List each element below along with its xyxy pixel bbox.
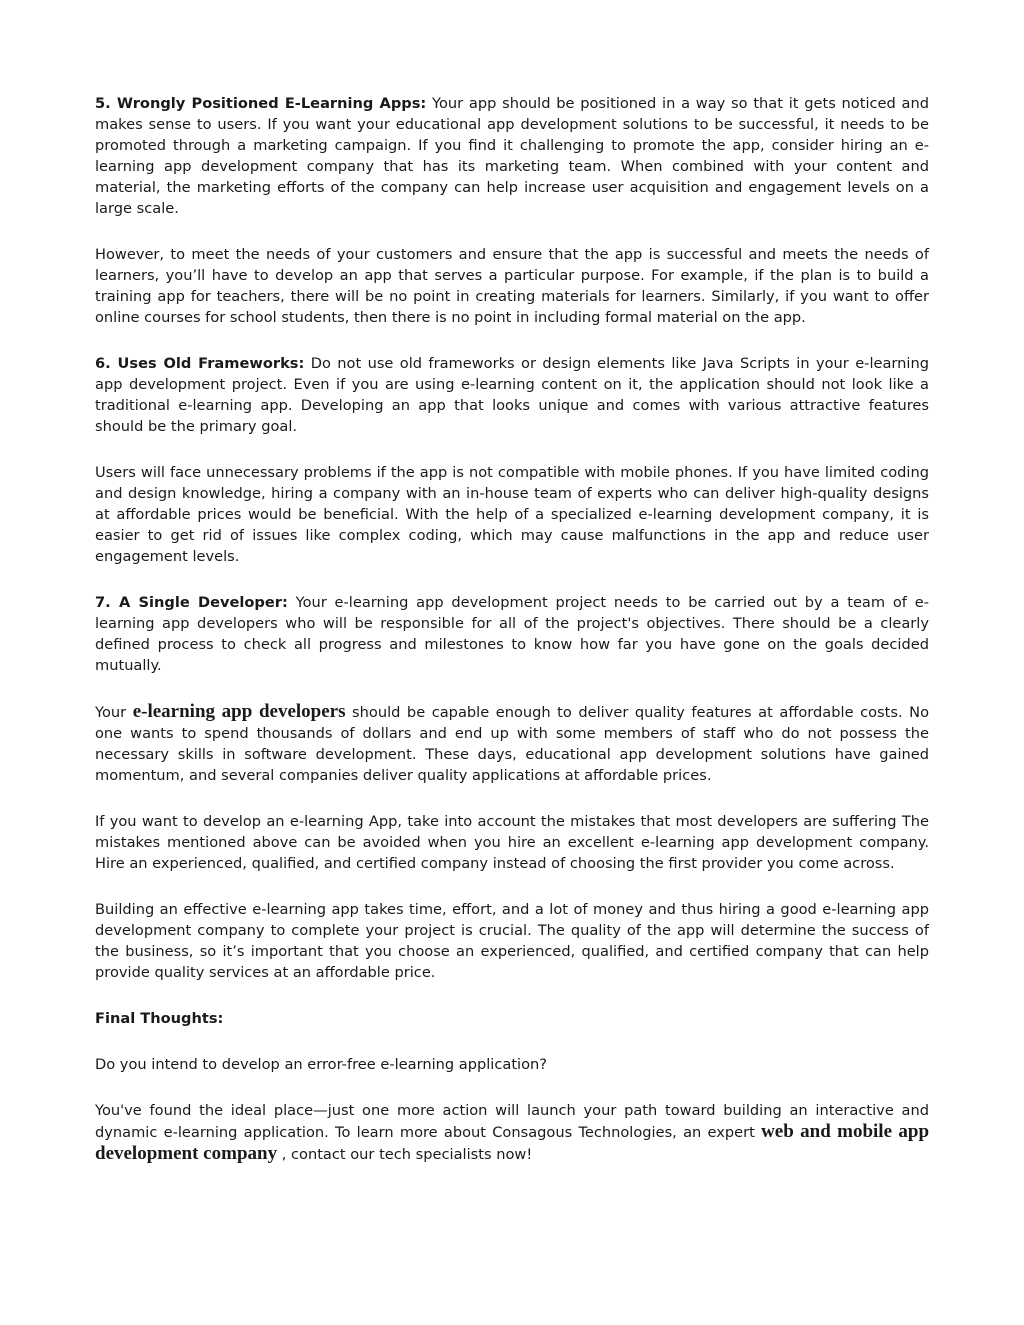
developers-paragraph xyxy=(95,701,929,786)
section-7-heading: 7. A Single Developer: xyxy=(95,594,288,611)
mistakes-paragraph: If you want to develop an e-learning App, take into account the mistakes that most developers are suffering The mistakes mentioned above can be avoided when you hire an excellent e-learning app development company. Hire an experienced, qualified, and certified company instead of choosing the first provider you come across. xyxy=(95,813,929,872)
building-paragraph: Building an effective e-learning app takes time, effort, and a lot of money and thus hiring a good e-learning app development company to complete your project is crucial. The quality of the app will determine the success of the business, so it’s important that you choose an experienced, qualified, and certified company that can help provide quality services at an affordable price. xyxy=(95,901,929,981)
section-5-heading: 5. Wrongly Positioned E-Learning Apps: xyxy=(95,95,427,112)
document-page xyxy=(95,93,929,1190)
however-paragraph: However, to meet the needs of your customers and ensure that the app is successful and meets the needs of learners, you’ll have to develop an app that serves a particular purpose. For example, if the plan is to build a training app for teachers, there will be no point in creating materials for learners. Similarly, if you want to offer online courses for school students, then there is no point in including formal material on the app. xyxy=(95,246,929,326)
intend-paragraph: Do you intend to develop an error-free e-learning application? xyxy=(95,1056,548,1073)
section-5-body: Your app should be positioned in a way so that it gets noticed and makes sense to users. If you want your educational app development solutions to be successful, it needs to be promoted through a marketing campaign. If you find it challenging to promote the app, consider hiring an e-learning app development company that has its marketing team. When combined with your content and material, the marketing efforts of the company can help increase user acquisition and engagement levels on a large scale. xyxy=(95,95,929,217)
closing-paragraph-start: You've found the ideal place—just one more action will launch your path toward building an interactive and dynamic e-learning application. To learn more about Consagous Technologies, an expert xyxy=(95,1102,929,1141)
users-paragraph: Users will face unnecessary problems if the app is not compatible with mobile phones. If you have limited coding and design knowledge, hiring a company with an in-house team of experts who can deliver high-quality designs at affordable prices would be beneficial. With the help of a specialized e-learning development company, it is easier to get rid of issues like complex coding, which may cause malfunctions in the app and reduce user engagement levels. xyxy=(95,464,929,565)
elearning-app-developers-link[interactable]: e-learning app developers xyxy=(132,701,346,722)
developers-paragraph-start: Your xyxy=(95,704,133,721)
closing-paragraph xyxy=(95,1100,929,1165)
section-6-heading: 6. Uses Old Frameworks: xyxy=(95,355,305,372)
section-7-body: Your e-learning app development project needs to be carried out by a team of e-learning app developers who will be responsible for all of the project's objectives. There should be a clearly defined process to check all progress and milestones to know how far you have gone on the goals decided mutually. xyxy=(95,594,929,674)
web-mobile-app-company-link[interactable]: web and mobile app development company xyxy=(95,1121,930,1164)
section-7-paragraph xyxy=(95,592,929,676)
section-6-body: Do not use old frameworks or design elements like Java Scripts in your e-learning app development project. Even if you are using e-learning content on it, the application should not look like a traditional e-learning app. Developing an app that looks unique and comes with various attractive features should be the primary goal. xyxy=(95,355,929,435)
developers-paragraph-rest: should be capable enough to deliver quality features at affordable costs. No one wants to spend thousands of dollars and end up with some members of staff who do not possess the necessary skills in software development. These days, educational app development solutions have gained momentum, and several companies deliver quality applications at affordable prices. xyxy=(95,704,929,784)
final-thoughts-heading: Final Thoughts: xyxy=(95,1010,224,1027)
closing-paragraph-end: , contact our tech specialists now! xyxy=(277,1146,533,1163)
section-6-paragraph xyxy=(95,353,929,437)
section-5-paragraph xyxy=(95,93,929,219)
